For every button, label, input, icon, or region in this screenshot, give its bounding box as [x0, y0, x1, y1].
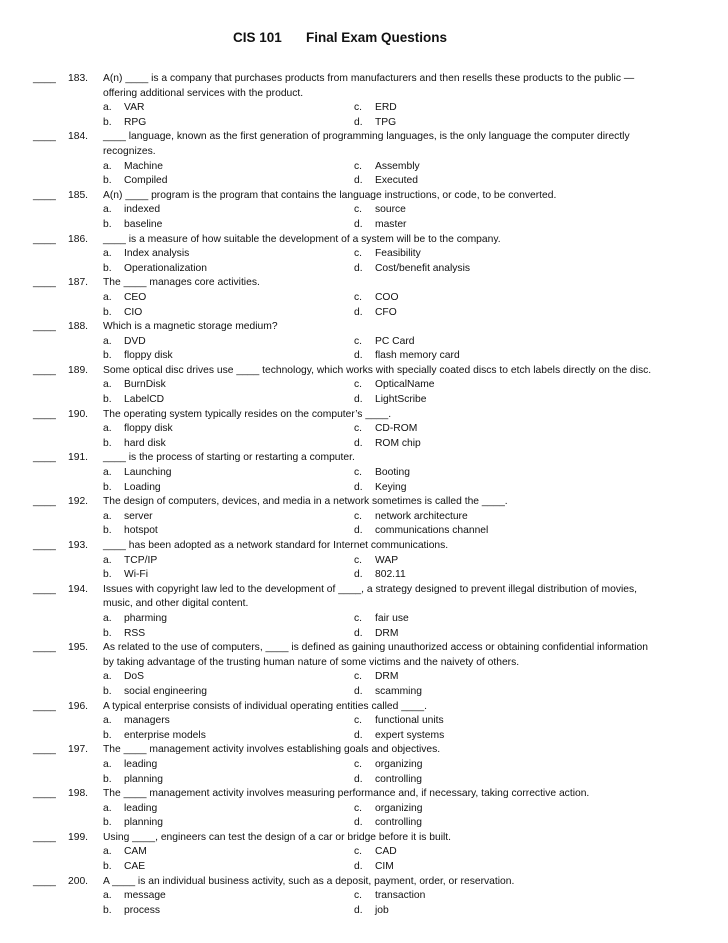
question-line — [0, 539, 728, 554]
option-letter: a. — [103, 291, 112, 303]
question-text: music, and other digital content. — [103, 598, 249, 610]
option-text: CIM — [375, 861, 394, 873]
option-text: Operationalization — [124, 262, 207, 274]
option-letter: b. — [103, 861, 112, 873]
option-row — [0, 802, 728, 817]
option-row — [0, 437, 728, 452]
question-number: 190. — [68, 408, 89, 420]
option-text: CIO — [124, 306, 143, 318]
option-text: communications channel — [375, 525, 489, 537]
option-letter: a. — [103, 335, 112, 347]
question-item — [0, 72, 728, 130]
option-letter: c. — [354, 204, 363, 216]
option-text: OpticalName — [375, 379, 435, 391]
question-line — [0, 875, 728, 890]
option-letter: d. — [354, 116, 363, 128]
option-row — [0, 378, 728, 393]
answer-blank: ____ — [33, 642, 56, 654]
question-line — [0, 700, 728, 715]
option-text: managers — [124, 715, 170, 727]
option-letter: b. — [103, 175, 112, 187]
option-letter: c. — [354, 160, 363, 172]
option-letter: a. — [103, 758, 112, 770]
option-letter: c. — [354, 612, 363, 624]
question-item — [0, 130, 728, 188]
option-text: DoS — [124, 671, 145, 683]
question-line — [0, 597, 728, 612]
option-text: organizing — [375, 758, 423, 770]
option-row — [0, 349, 728, 364]
option-letter: b. — [103, 437, 112, 449]
question-number: 197. — [68, 744, 89, 756]
option-text: TPG — [375, 116, 397, 128]
option-letter: a. — [103, 102, 112, 114]
option-text: planning — [124, 773, 163, 785]
question-text: The ____ management activity involves measuring performance and, if necessary, taking corrective action. — [103, 788, 590, 800]
question-line — [0, 189, 728, 204]
option-text: Loading — [124, 481, 161, 493]
option-text: COO — [375, 291, 399, 303]
option-row — [0, 685, 728, 700]
option-text: scamming — [375, 685, 422, 697]
option-letter: a. — [103, 248, 112, 260]
question-number: 195. — [68, 642, 89, 654]
option-text: Feasibility — [375, 248, 421, 260]
option-letter: d. — [354, 773, 363, 785]
option-letter: a. — [103, 379, 112, 391]
option-letter: b. — [103, 817, 112, 829]
option-row — [0, 218, 728, 233]
option-letter: d. — [354, 861, 363, 873]
option-letter: d. — [354, 218, 363, 230]
option-letter: b. — [103, 394, 112, 406]
page-header — [0, 30, 728, 46]
option-letter: c. — [354, 510, 363, 522]
question-text: Issues with copyright law led to the development of ____, a strategy designed to prevent illegal distribution of movies, — [103, 583, 638, 595]
question-text: A(n) ____ program is the program that contains the language instructions, or code, to be converted. — [103, 189, 557, 201]
option-letter: d. — [354, 525, 363, 537]
option-letter: c. — [354, 890, 363, 902]
question-item — [0, 451, 728, 495]
question-line — [0, 276, 728, 291]
option-text: VAR — [124, 102, 145, 114]
option-row — [0, 247, 728, 262]
option-text: job — [375, 904, 389, 916]
option-letter: b. — [103, 904, 112, 916]
option-row — [0, 729, 728, 744]
answer-blank: ____ — [33, 583, 56, 595]
question-text: Some optical disc drives use ____ technology, which works with specially coated discs to etch labels directly on the disc. — [103, 364, 652, 376]
option-row — [0, 422, 728, 437]
option-row — [0, 845, 728, 860]
option-text: Cost/benefit analysis — [375, 262, 471, 274]
option-text: fair use — [375, 612, 409, 624]
option-letter: d. — [354, 729, 363, 741]
option-text: WAP — [375, 554, 399, 566]
option-text: hotspot — [124, 525, 158, 537]
option-text: Keying — [375, 481, 407, 493]
option-row — [0, 773, 728, 788]
option-letter: c. — [354, 102, 363, 114]
question-line — [0, 451, 728, 466]
option-text: Compiled — [124, 175, 168, 187]
question-line — [0, 495, 728, 510]
option-letter: c. — [354, 802, 363, 814]
question-text: ____ language, known as the first generation of programming languages, is the only language the computer directly — [103, 131, 630, 143]
option-letter: d. — [354, 817, 363, 829]
answer-blank: ____ — [33, 744, 56, 756]
option-text: ROM chip — [375, 437, 421, 449]
answer-blank: ____ — [33, 496, 56, 508]
option-text: process — [124, 904, 161, 916]
option-text: organizing — [375, 802, 423, 814]
answer-blank: ____ — [33, 233, 56, 245]
option-text: hard disk — [124, 437, 166, 449]
option-row — [0, 466, 728, 481]
option-text: Machine — [124, 160, 163, 172]
option-text: functional units — [375, 715, 444, 727]
option-text: DRM — [375, 671, 399, 683]
question-number: 200. — [68, 875, 89, 887]
option-letter: c. — [354, 467, 363, 479]
option-letter: c. — [354, 335, 363, 347]
option-letter: a. — [103, 160, 112, 172]
question-text: The operating system typically resides on the computer’s ____. — [103, 408, 392, 420]
option-text: Index analysis — [124, 248, 190, 260]
question-item — [0, 700, 728, 744]
question-text: Using ____, engineers can test the design of a car or bridge before it is built. — [103, 831, 452, 843]
question-text: A(n) ____ is a company that purchases products from manufacturers and then resells these products to the public — — [103, 73, 635, 84]
question-number: 192. — [68, 496, 89, 508]
option-letter: c. — [354, 671, 363, 683]
option-letter: a. — [103, 554, 112, 566]
option-text: PC Card — [375, 335, 415, 347]
answer-blank: ____ — [33, 831, 56, 843]
option-text: planning — [124, 817, 163, 829]
option-text: BurnDisk — [124, 379, 166, 391]
option-letter: c. — [354, 248, 363, 260]
option-text: baseline — [124, 218, 163, 230]
question-text: ____ is the process of starting or restarting a computer. — [103, 452, 355, 464]
answer-blank: ____ — [33, 189, 56, 201]
option-letter: c. — [354, 379, 363, 391]
option-letter: b. — [103, 116, 112, 128]
answer-blank: ____ — [33, 73, 56, 84]
option-letter: d. — [354, 904, 363, 916]
answer-blank: ____ — [33, 131, 56, 143]
option-letter: b. — [103, 306, 112, 318]
option-letter: b. — [103, 773, 112, 785]
option-text: transaction — [375, 890, 426, 902]
option-letter: c. — [354, 291, 363, 303]
question-text: offering additional services with the product. — [103, 87, 304, 99]
option-row — [0, 904, 728, 919]
option-letter: d. — [354, 627, 363, 639]
question-number: 183. — [68, 73, 89, 84]
option-text: floppy disk — [124, 350, 173, 362]
option-letter: b. — [103, 685, 112, 697]
option-letter: b. — [103, 627, 112, 639]
option-text: source — [375, 204, 406, 216]
option-row — [0, 568, 728, 583]
question-text: As related to the use of computers, ____ is defined as gaining unauthorized access or obtaining confidential information — [103, 642, 648, 654]
option-text: LightScribe — [375, 394, 427, 406]
option-row — [0, 524, 728, 539]
option-letter: b. — [103, 350, 112, 362]
option-letter: b. — [103, 569, 112, 581]
option-text: Wi-Fi — [124, 569, 149, 581]
question-number: 185. — [68, 189, 89, 201]
question-line — [0, 364, 728, 379]
option-text: DRM — [375, 627, 399, 639]
page-title: Final Exam Questions — [306, 30, 448, 45]
option-text: ERD — [375, 102, 397, 114]
option-letter: d. — [354, 481, 363, 493]
option-row — [0, 816, 728, 831]
option-letter: a. — [103, 846, 112, 858]
option-letter: d. — [354, 306, 363, 318]
question-number: 198. — [68, 788, 89, 800]
option-text: DVD — [124, 335, 146, 347]
option-text: Booting — [375, 467, 410, 479]
option-text: RPG — [124, 116, 147, 128]
question-item — [0, 233, 728, 277]
option-text: CD-ROM — [375, 423, 418, 435]
option-text: enterprise models — [124, 729, 206, 741]
option-letter: c. — [354, 846, 363, 858]
question-number: 193. — [68, 540, 89, 551]
question-number: 191. — [68, 452, 89, 464]
question-number: 187. — [68, 277, 89, 289]
question-line — [0, 145, 728, 160]
question-number: 186. — [68, 233, 89, 245]
option-text: master — [375, 218, 407, 230]
question-item — [0, 743, 728, 787]
option-letter: a. — [103, 890, 112, 902]
option-text: Launching — [124, 467, 172, 479]
option-letter: b. — [103, 729, 112, 741]
question-line — [0, 408, 728, 423]
question-item — [0, 276, 728, 320]
question-item — [0, 495, 728, 539]
question-item — [0, 641, 728, 699]
question-text: A typical enterprise consists of individual operating entities called ____. — [103, 700, 427, 712]
option-text: CEO — [124, 291, 147, 303]
answer-blank: ____ — [33, 452, 56, 464]
option-row — [0, 481, 728, 496]
option-row — [0, 306, 728, 321]
option-row — [0, 758, 728, 773]
question-number: 194. — [68, 583, 89, 595]
option-letter: c. — [354, 554, 363, 566]
question-line — [0, 72, 728, 87]
answer-blank: ____ — [33, 875, 56, 887]
question-item — [0, 408, 728, 452]
option-text: Executed — [375, 175, 418, 187]
answer-blank: ____ — [33, 364, 56, 376]
question-list — [0, 72, 728, 918]
option-letter: a. — [103, 467, 112, 479]
option-letter: a. — [103, 510, 112, 522]
question-line — [0, 787, 728, 802]
question-line — [0, 641, 728, 656]
option-row — [0, 203, 728, 218]
option-letter: b. — [103, 525, 112, 537]
question-item — [0, 875, 728, 919]
option-text: floppy disk — [124, 423, 173, 435]
option-row — [0, 554, 728, 569]
option-row — [0, 860, 728, 875]
option-row — [0, 627, 728, 642]
option-text: Assembly — [375, 160, 420, 172]
option-letter: c. — [354, 758, 363, 770]
question-line — [0, 831, 728, 846]
question-text: A ____ is an individual business activity, such as a deposit, payment, order, or reservation. — [103, 875, 515, 887]
option-row — [0, 393, 728, 408]
option-text: leading — [124, 758, 158, 770]
answer-blank: ____ — [33, 321, 56, 333]
option-row — [0, 160, 728, 175]
question-line — [0, 130, 728, 145]
question-item — [0, 787, 728, 831]
question-text: recognizes. — [103, 145, 156, 157]
question-item — [0, 831, 728, 875]
option-text: RSS — [124, 627, 146, 639]
question-text: The design of computers, devices, and media in a network sometimes is called the ____. — [103, 496, 508, 508]
option-letter: b. — [103, 481, 112, 493]
option-row — [0, 262, 728, 277]
question-line — [0, 656, 728, 671]
option-letter: d. — [354, 437, 363, 449]
option-letter: b. — [103, 218, 112, 230]
option-text: network architecture — [375, 510, 468, 522]
question-text: Which is a magnetic storage medium? — [103, 321, 278, 333]
option-row — [0, 335, 728, 350]
question-text: The ____ management activity involves establishing goals and objectives. — [103, 744, 441, 756]
option-letter: c. — [354, 423, 363, 435]
option-row — [0, 889, 728, 904]
question-item — [0, 189, 728, 233]
option-letter: d. — [354, 569, 363, 581]
answer-blank: ____ — [33, 788, 56, 800]
question-number: 184. — [68, 131, 89, 143]
option-text: CAD — [375, 846, 397, 858]
question-text: ____ has been adopted as a network standard for Internet communications. — [103, 540, 449, 551]
option-text: CAM — [124, 846, 147, 858]
option-text: 802.11 — [375, 569, 406, 581]
question-number: 189. — [68, 364, 89, 376]
option-text: server — [124, 510, 153, 522]
option-text: indexed — [124, 204, 161, 216]
option-text: CFO — [375, 306, 397, 318]
question-text: ____ is a measure of how suitable the development of a system will be to the company. — [103, 233, 501, 245]
option-text: controlling — [375, 817, 422, 829]
answer-blank: ____ — [33, 408, 56, 420]
option-text: social engineering — [124, 685, 208, 697]
question-line — [0, 320, 728, 335]
question-item — [0, 583, 728, 641]
question-item — [0, 539, 728, 583]
option-letter: b. — [103, 262, 112, 274]
question-number: 188. — [68, 321, 89, 333]
question-line — [0, 743, 728, 758]
course-code: CIS 101 — [233, 30, 282, 45]
option-text: flash memory card — [375, 350, 460, 362]
option-row — [0, 714, 728, 729]
option-letter: d. — [354, 685, 363, 697]
question-line — [0, 87, 728, 102]
option-row — [0, 670, 728, 685]
option-row — [0, 291, 728, 306]
question-number: 196. — [68, 700, 89, 712]
answer-blank: ____ — [33, 277, 56, 289]
option-row — [0, 101, 728, 116]
question-line — [0, 233, 728, 248]
option-row — [0, 510, 728, 525]
question-item — [0, 364, 728, 408]
option-text: TCP/IP — [124, 554, 158, 566]
option-text: pharming — [124, 612, 167, 624]
question-number: 199. — [68, 831, 89, 843]
option-letter: a. — [103, 802, 112, 814]
question-text: The ____ manages core activities. — [103, 277, 260, 289]
option-letter: a. — [103, 715, 112, 727]
answer-blank: ____ — [33, 540, 56, 551]
question-item — [0, 320, 728, 364]
question-text: by taking advantage of the trusting human nature of some victims and the naivety of others. — [103, 656, 520, 668]
option-letter: d. — [354, 350, 363, 362]
answer-blank: ____ — [33, 700, 56, 712]
option-text: LabelCD — [124, 394, 165, 406]
question-line — [0, 583, 728, 598]
option-text: controlling — [375, 773, 422, 785]
option-text: CAE — [124, 861, 146, 873]
option-row — [0, 116, 728, 131]
option-text: message — [124, 890, 166, 902]
option-row — [0, 612, 728, 627]
option-letter: d. — [354, 175, 363, 187]
option-row — [0, 174, 728, 189]
option-letter: a. — [103, 204, 112, 216]
option-letter: a. — [103, 423, 112, 435]
option-letter: c. — [354, 715, 363, 727]
option-letter: a. — [103, 612, 112, 624]
option-text: expert systems — [375, 729, 445, 741]
option-text: leading — [124, 802, 158, 814]
option-letter: a. — [103, 671, 112, 683]
option-letter: d. — [354, 262, 363, 274]
option-letter: d. — [354, 394, 363, 406]
